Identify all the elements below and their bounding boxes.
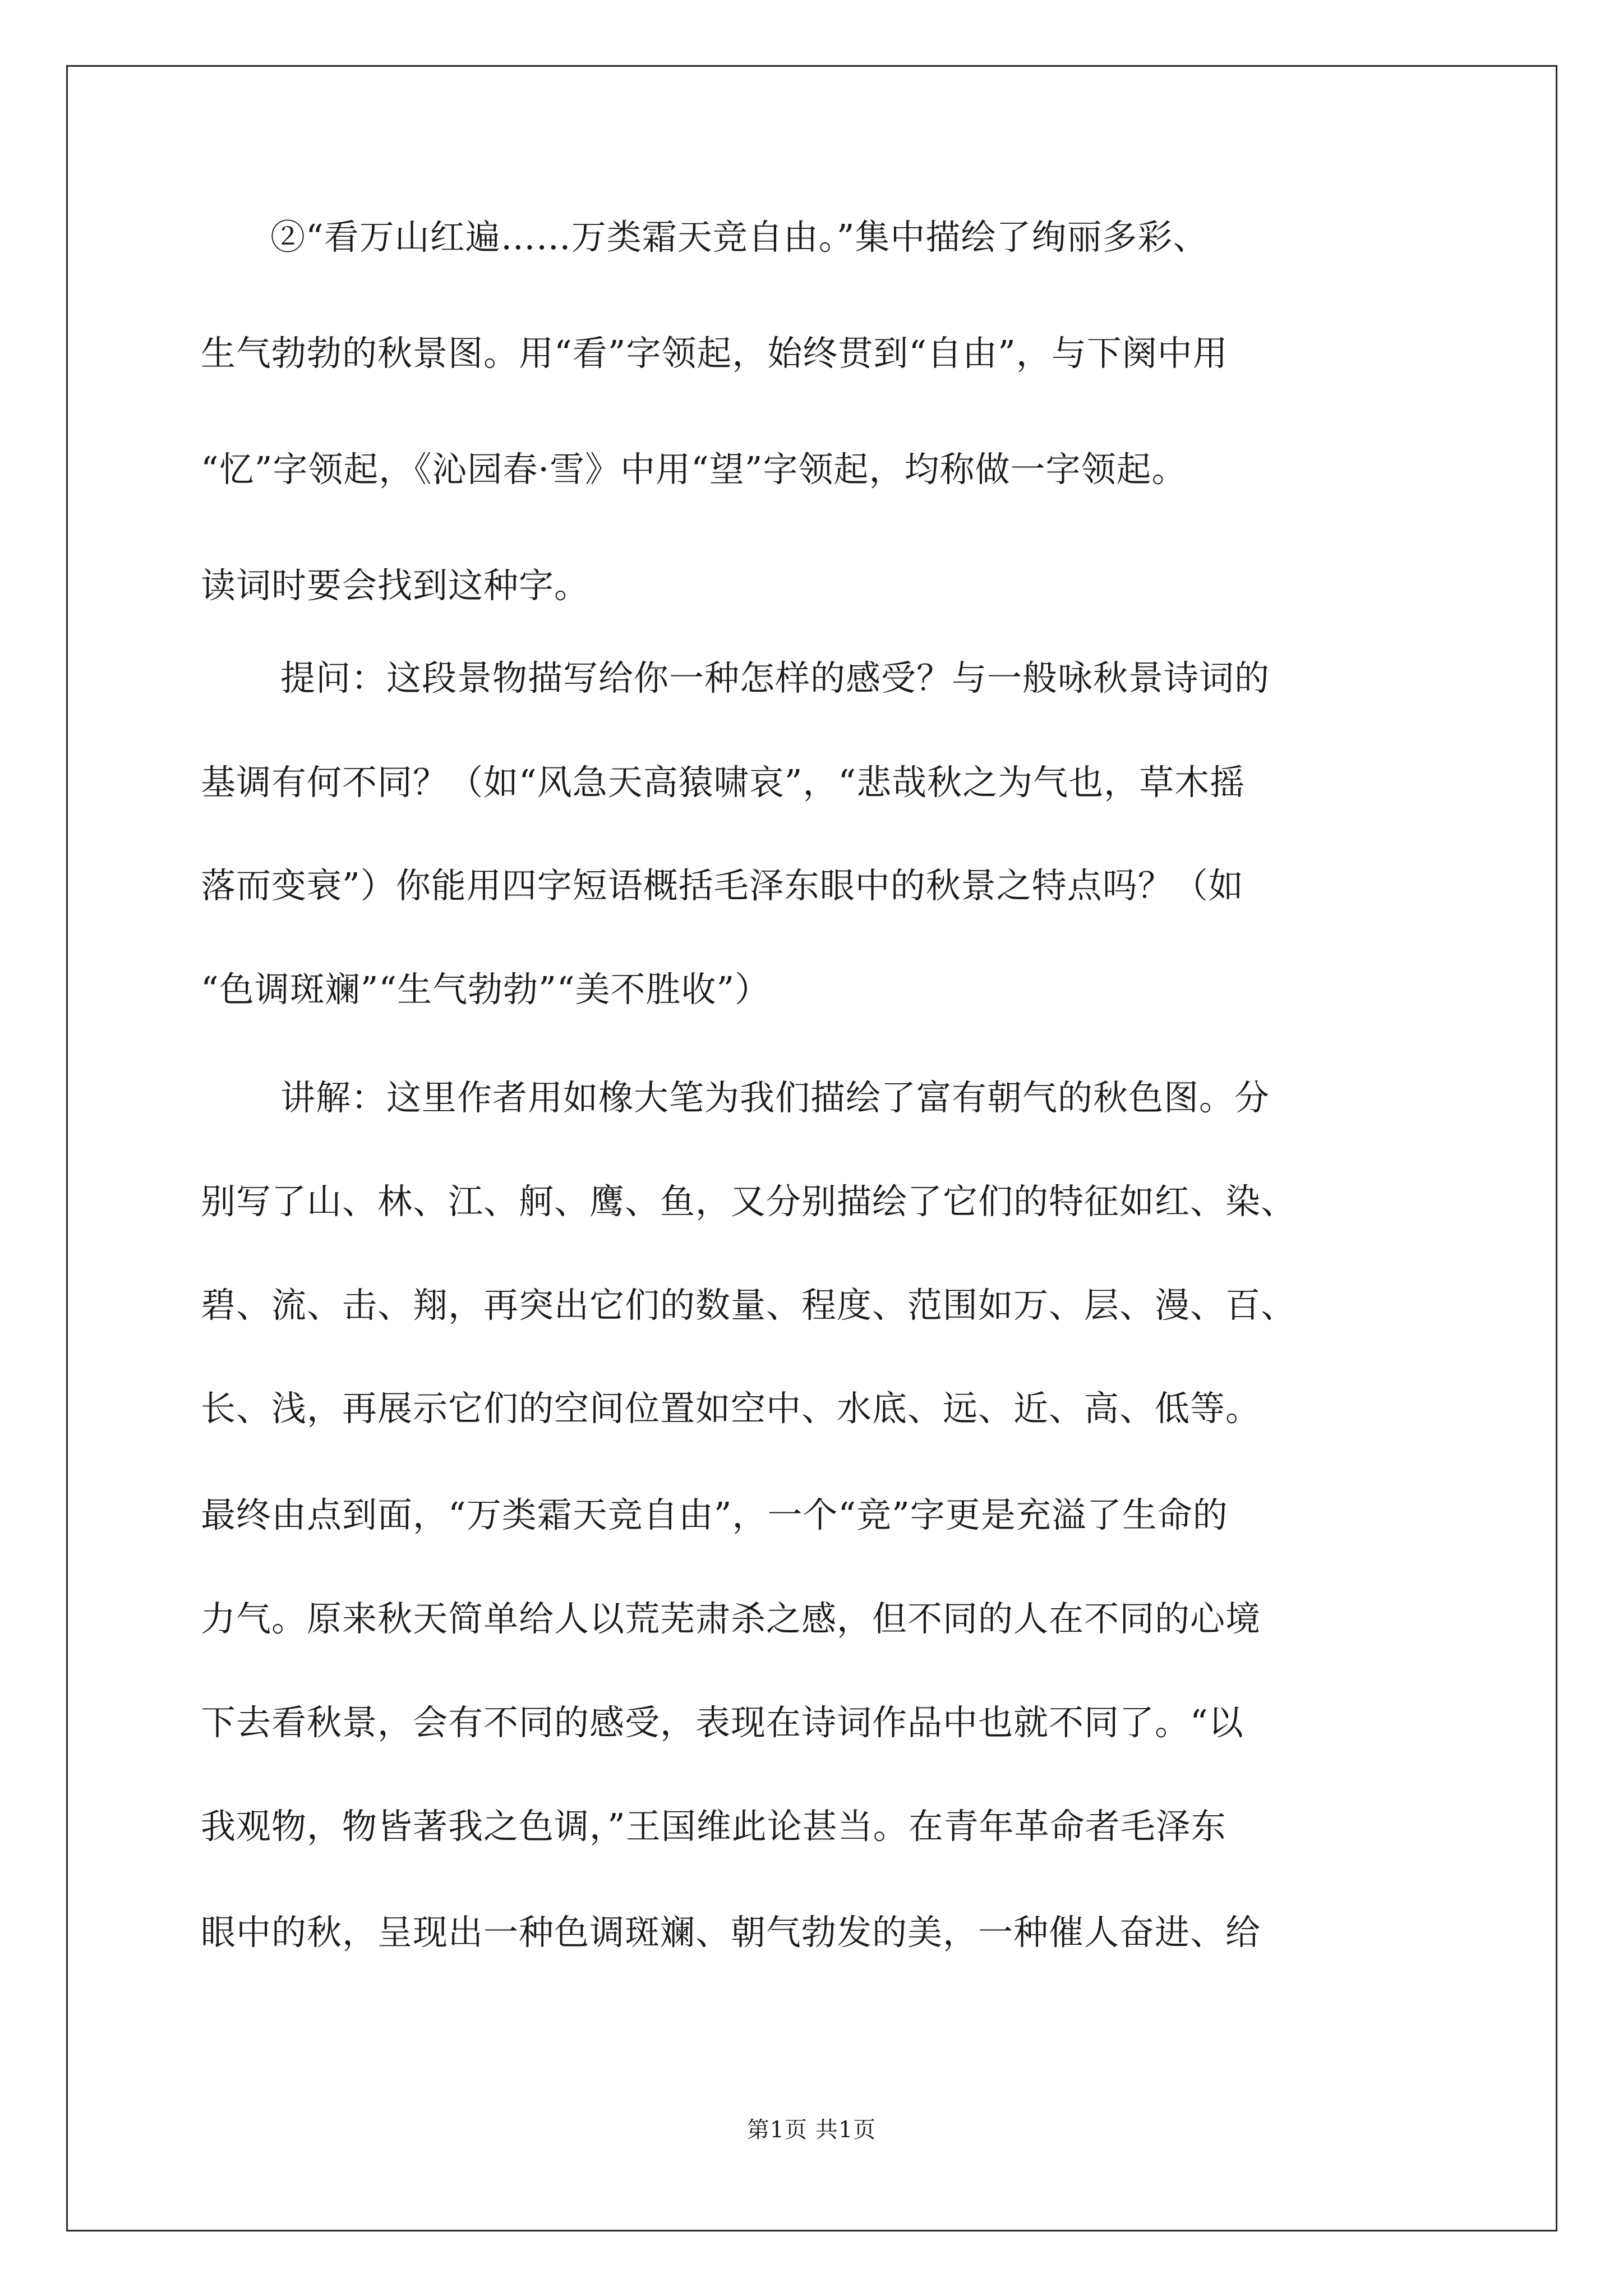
- text-line: 我观物，物皆著我之色调，”王国维此论甚当。在青年革命者毛泽东: [201, 1806, 1227, 1847]
- page-footer: 第1页 共1页: [746, 2117, 877, 2143]
- text-line: “色调斑斓”“生气勃勃”“美不胜收”）: [201, 969, 771, 1010]
- text-line: 长、浅，再展示它们的空间位置如空中、水底、远、近、高、低等。: [201, 1388, 1261, 1429]
- text-line: 讲解：这里作者用如橡大笔为我们描绘了富有朝气的秋色图。分: [280, 1077, 1270, 1118]
- text-line: 力气。原来秋天简单给人以荒芜肃杀之感，但不同的人在不同的心境: [201, 1598, 1261, 1639]
- text-line: ②“看万山红遍……万类霜天竞自由。”集中描绘了绚丽多彩、: [270, 217, 1209, 257]
- text-line: 眼中的秋，呈现出一种色调斑斓、朝气勃发的美，一种催人奋进、给: [201, 1912, 1261, 1953]
- text-line: 基调有何不同？（如“风急天高猿啸哀”，“悲哉秋之为气也，草木摇: [201, 762, 1246, 803]
- text-line: 别写了山、林、江、舸、鹰、鱼，又分别描绘了它们的特征如红、染、: [201, 1181, 1297, 1222]
- text-line: 最终由点到面，“万类霜天竞自由”，一个“竞”字更是充溢了生命的: [201, 1494, 1228, 1535]
- text-line: 读词时要会找到这种字。: [201, 565, 590, 606]
- text-line: 落而变衰”）你能用四字短语概括毛泽东眼中的秋景之特点吗？（如: [201, 865, 1244, 906]
- text-line: “忆”字领起，《沁园春·雪》中用“望”字领起，均称做一字领起。: [201, 449, 1187, 490]
- text-line: 下去看秋景，会有不同的感受，表现在诗词作品中也就不同了。“以: [201, 1702, 1244, 1743]
- text-line: 提问：这段景物描写给你一种怎样的感受？与一般咏秋景诗词的: [280, 657, 1270, 698]
- text-line: 碧、流、击、翔，再突出它们的数量、程度、范围如万、层、漫、百、: [201, 1285, 1297, 1326]
- page-border: [66, 65, 1557, 2231]
- text-line: 生气勃勃的秋景图。用“看”字领起，始终贯到“自由”，与下阕中用: [201, 333, 1228, 374]
